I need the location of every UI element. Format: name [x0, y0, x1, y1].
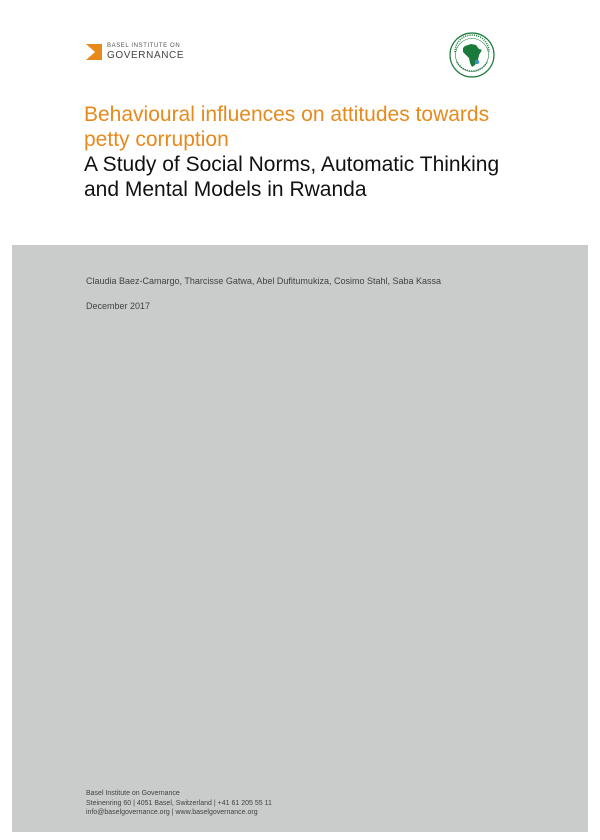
- main-title-line1: Behavioural influences on attitudes towards: [84, 103, 490, 126]
- footer-address: Steinenring 60 | 4051 Basel, Switzerland | +41 61 205 55 11: [86, 799, 272, 807]
- footer-org: Basel Institute on Governance: [86, 790, 180, 797]
- subtitle-line2: and Mental Models in Rwanda: [84, 178, 367, 201]
- cover-panel: [12, 245, 588, 832]
- footer-contact: [86, 789, 272, 818]
- basel-logo-icon: [86, 44, 102, 60]
- footer-contact-links: info@baselgovernance.org | www.baselgovernance.org: [86, 809, 258, 817]
- publication-date: December 2017: [86, 301, 151, 311]
- title-block: [84, 102, 574, 202]
- basel-institute-logo: [86, 43, 184, 61]
- subtitle-line1: A Study of Social Norms, Automatic Thinking: [84, 153, 500, 176]
- authors: Claudia Baez-Camargo, Tharcisse Gatwa, Abel Dufitumukiza, Cosimo Stahl, Saba Kassa: [86, 276, 441, 286]
- main-title-line2: petty corruption: [84, 128, 229, 151]
- africa-map-seal-icon: [449, 32, 495, 78]
- logo-text-line2: GOVERNANCE: [107, 50, 185, 61]
- logo-text-line1: BASEL INSTITUTE ON: [107, 43, 181, 49]
